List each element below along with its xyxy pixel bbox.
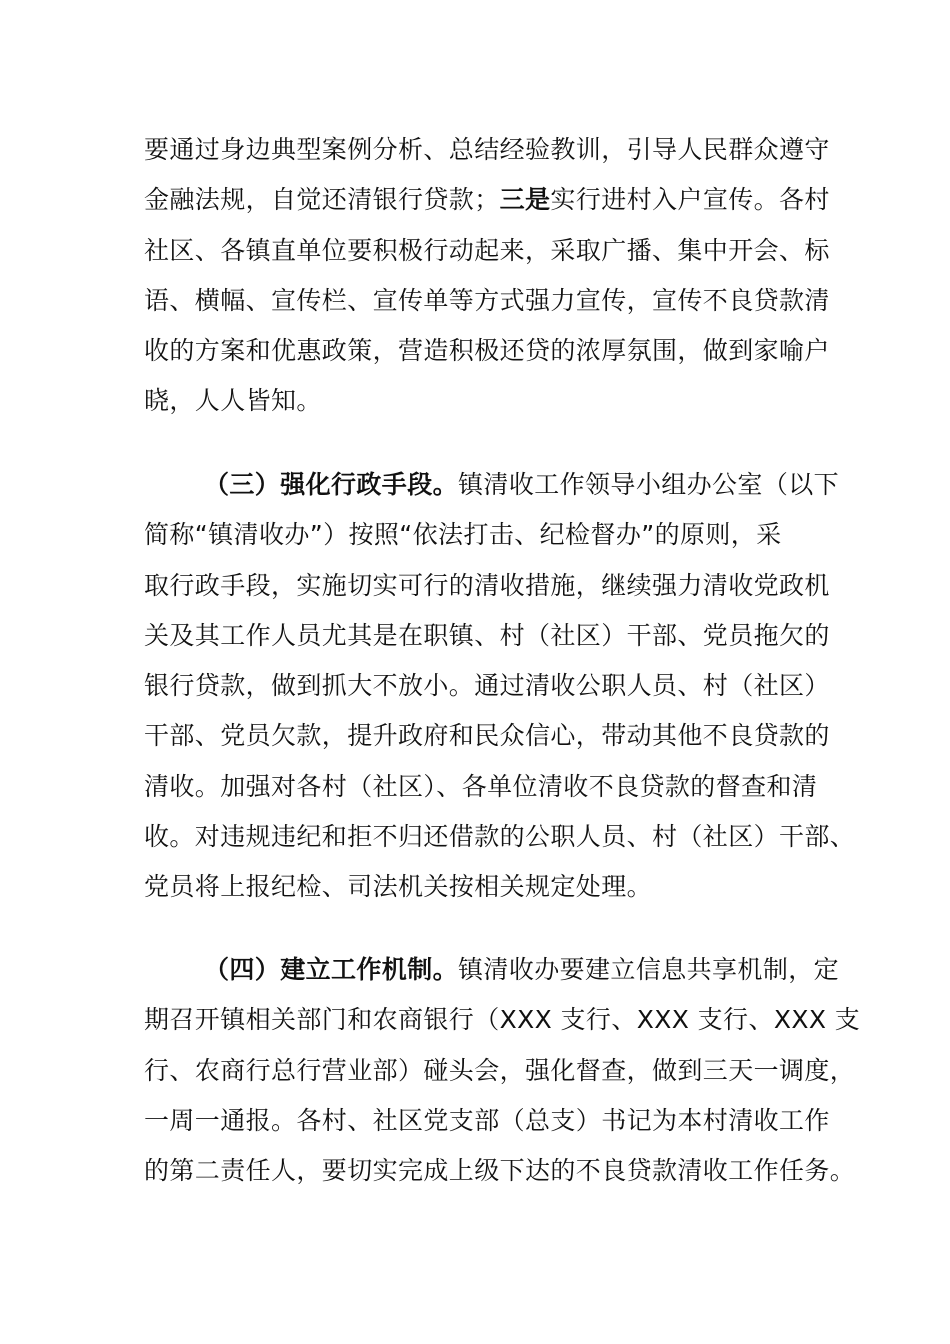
text-run: 党员将上报纪检、司法机关按相关规定处理。 [144,872,653,902]
paragraph-work-mechanism [144,945,861,1196]
text-run: 社区、各镇直单位要积极行动起来，采取广播、集中开会、标 [144,235,830,265]
text-line [144,175,830,225]
text-line [144,276,830,326]
text-line [144,460,840,510]
paragraph-administrative-measures [144,460,856,913]
text-run: 期召开镇相关部门和农商银行（XXX 支行、XXX 支行、XXX 支 [144,1005,861,1035]
text-run: 银行贷款，做到抓大不放小。通过清收公职人员、村（社区） [144,671,830,701]
text-run: 一周一通报。各村、社区党支部（总支）书记为本村清收工作 [144,1105,830,1135]
section-heading: （四）建立工作机制。 [204,955,459,984]
text-line [144,661,830,711]
text-run: 干部、党员欠款，提升政府和民众信心，带动其他不良贷款的 [144,721,830,751]
text-line [144,326,830,376]
paragraph-publicity [144,125,830,427]
bold-text-run: 三是 [499,185,551,215]
text-run: 收的方案和优惠政策，营造积极还贷的浓厚氛围，做到家喻户 [144,336,830,366]
text-line [144,995,861,1045]
text-run: 取行政手段，实施切实可行的清收措施，继续强力清收党政机 [144,570,830,600]
text-run: 的第二责任人，要切实完成上级下达的不良贷款清收工作任务。 [144,1156,856,1186]
text-run: 收。对违规违纪和拒不归还借款的公职人员、村（社区）干部、 [144,822,856,852]
text-run: 金融法规，自觉还清银行贷款； [144,185,500,215]
text-line [144,226,830,276]
text-run: 镇清收工作领导小组办公室（以下 [458,470,840,499]
text-line [144,376,824,426]
text-run: 行、农商行总行营业部）碰头会，强化督查，做到三天一调度， [144,1055,856,1085]
text-run: 晓，人人皆知。 [144,386,322,416]
text-line [144,1046,856,1096]
text-line [144,1096,830,1146]
text-run: 关及其工作人员尤其是在职镇、村（社区）干部、党员拖欠的 [144,620,830,650]
text-line [144,711,830,761]
text-run: 语、横幅、宣传栏、宣传单等方式强力宣传，宣传不良贷款清 [144,285,830,315]
text-run: 要通过身边典型案例分析、总结经验教训，引导人民群众遵守 [144,135,830,164]
text-line [144,125,830,175]
text-line [144,1146,856,1196]
text-run: 清收。加强对各村（社区）、各单位清收不良贷款的督查和清 [144,771,818,801]
text-line [144,812,856,862]
text-line [144,862,824,912]
text-line [144,561,830,611]
text-run: 镇清收办要建立信息共享机制，定 [458,955,840,984]
text-line [144,611,830,661]
text-run: 实行进村入户宣传。各村 [550,185,830,215]
text-line [144,762,824,812]
text-line [144,510,824,560]
text-run: 简称“镇清收办”）按照“依法打击、纪检督办”的原则，采 [144,520,782,550]
text-line [144,945,840,995]
section-heading: （三）强化行政手段。 [204,470,459,499]
